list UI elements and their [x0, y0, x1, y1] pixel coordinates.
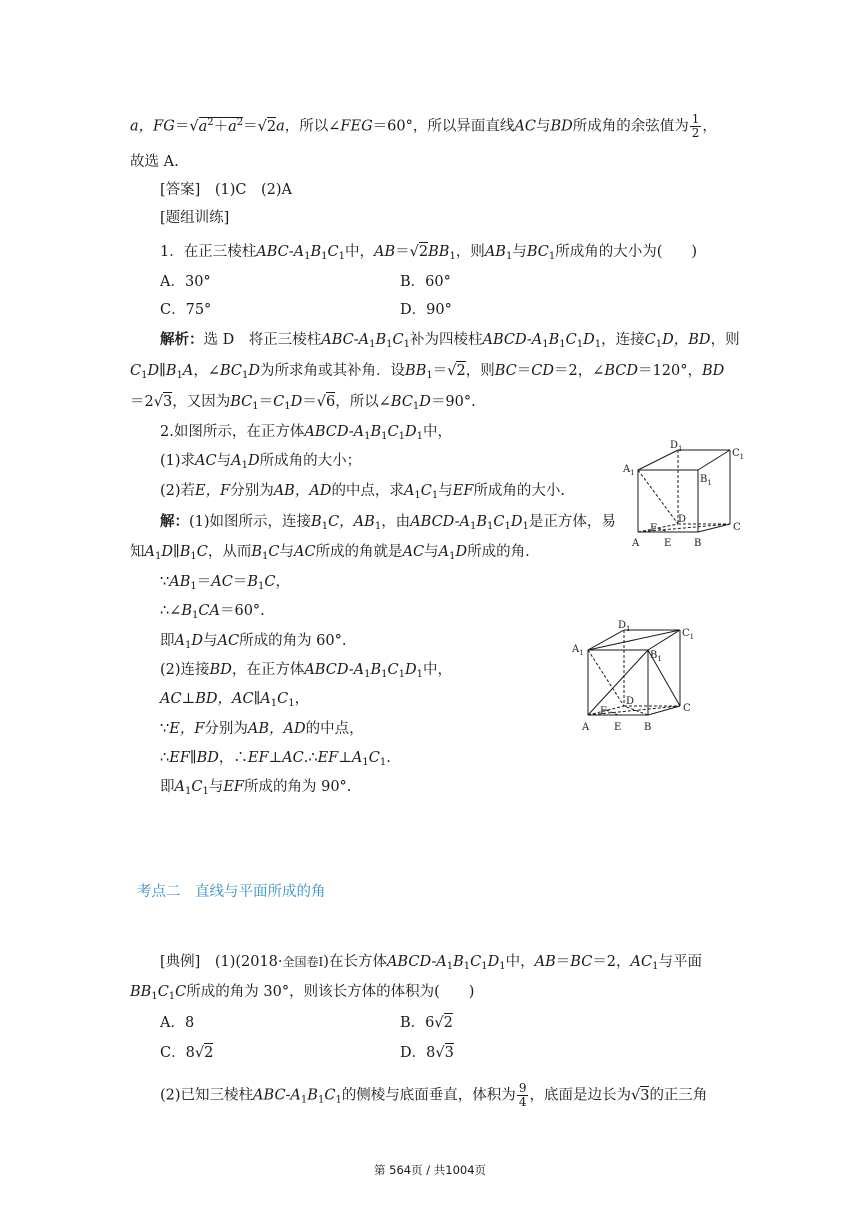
solution-1-line-3: ＝2√3，又因为$BC_1=C_1D=√6$，所以$\angle BC_1D=90^\circ$. [130, 394, 476, 412]
answer-label: [答案] (1)C (2)A [160, 182, 292, 198]
option-a: A．30° [160, 274, 211, 290]
label-d: D [626, 696, 635, 707]
example-line-2: $BB_1C_1C$所成的角为 30°，则该长方体的体积为( ) [130, 984, 475, 1002]
page-footer: 第 564页 / 共1004页 [373, 1163, 487, 1177]
fraction: $\frac{9}{4}$ [518, 1081, 527, 1109]
solution-2-line-7: AC⊥BD，$AC\parallel A_1C_1$， [160, 691, 310, 709]
option-b: B．6√2 [400, 1015, 453, 1031]
question-2-line-3: (2)若E，F分别为AB，AD的中点，求$A_1C_1$与EF所成角的大小. [160, 483, 566, 501]
text-line: a，$FG=√a^2+a^2=√2a$，所以∠FEG＝60°，所以异面直线AC与BD所成角的余弦值为 $\frac{1}{2}$ ， [130, 112, 717, 140]
label-d1: $D_1$ [618, 620, 631, 633]
solution-2-line-3: $\because AB_1=AC=B_1C$， [160, 574, 290, 592]
label-a1: $A_1$ [623, 464, 635, 477]
option-b: B．60° [400, 274, 451, 290]
option-d: D．8√3 [400, 1045, 454, 1061]
solution-2-line-5: 即$A_1D$与AC所成的角为 60°. [160, 633, 347, 651]
label-f: F [650, 523, 657, 534]
cube-figure-1 [622, 438, 750, 556]
label-a1: $A_1$ [572, 644, 584, 657]
label-f: F [600, 706, 607, 717]
question-2-line-2: (1)求AC与$A_1D$所成角的大小； [160, 453, 362, 471]
option-d: D．90° [400, 302, 452, 318]
training-label: [题组训练] [160, 210, 230, 226]
fraction: $\frac{1}{2}$ [691, 112, 700, 140]
label-c1: $C_1$ [682, 628, 695, 641]
solution-2-line-10: 即$A_1C_1$与EF所成的角为 90°. [160, 779, 352, 797]
label-d: D [678, 514, 687, 525]
solution-2-line-1: 解：(1)如图所示，连接$B_1C$，$AB_1$，由ABCD-$A_1B_1C_1D_1$是正方体，易 [160, 513, 616, 532]
option-a: A．8 [160, 1015, 195, 1031]
label-b: B [694, 538, 702, 549]
label-b1: $B_1$ [700, 474, 712, 487]
option-c: C．75° [160, 302, 212, 318]
question-2-line-1: 2.如图所示，在正方体ABCD-$A_1B_1C_1D_1$中， [160, 424, 453, 442]
solution-2-line-4: $\therefore\angle B_1CA=60^\circ$. [160, 603, 265, 621]
label-c: C [683, 703, 691, 714]
example-part-2: (2)已知三棱柱ABC-$A_1B_1C_1$的侧棱与底面垂直，体积为 $\frac{9}{4}$ ，底面是边长为√3的正三角 [160, 1081, 708, 1109]
label-e: E [664, 538, 672, 549]
label-b1: $B_1$ [650, 650, 662, 663]
label-a: A [632, 538, 640, 549]
label-c1: $C_1$ [732, 448, 745, 461]
option-c: C．8√2 [160, 1045, 214, 1061]
solution-2-line-8: ∵E，F分别为AB，AD的中点， [160, 721, 364, 737]
example-line-1: [典例] (1)(2018·全国卷Ⅰ)在长方体ABCD-$A_1B_1C_1D_1$中，AB＝BC＝2，$AC_1$与平面 [160, 954, 702, 972]
solution-1-line-1: 解析：选 D 将正三棱柱ABC-$A_1B_1C_1$补为四棱柱ABCD-$A_1B_1C_1D_1$，连接$C_1D$，BD，则 [160, 331, 740, 350]
label-c: C [733, 522, 741, 533]
label-b: B [644, 722, 652, 733]
label-e: E [614, 722, 622, 733]
cube-figure-2 [568, 618, 698, 738]
text-line: 故选 A. [130, 154, 179, 170]
solution-1-line-2: $C_1D\parallel B_1A$，$\angle BC_1D$为所求角或其补角．设$BB_1=√2$，则BC＝CD＝2，∠BCD＝120°，BD [130, 363, 725, 381]
label-d1: $D_1$ [670, 440, 683, 453]
solution-2-line-9: ∴EF∥BD，$\therefore EF\perp AC.\therefore EF\perp A_1C_1$. [160, 750, 391, 768]
solution-2-line-6: (2)连接BD，在正方体ABCD-$A_1B_1C_1D_1$中， [160, 662, 452, 680]
question-1: 1．在正三棱柱ABC-$A_1B_1C_1$中，$AB=√2BB_1$，则$AB_1$与$BC_1$所成角的大小为( ) [160, 244, 698, 262]
radical: $a^2+a^2$ [198, 116, 244, 135]
label-a: A [582, 722, 590, 733]
solution-2-line-2: 知$A_1D\parallel B_1C$，从而$B_1C$与AC所成的角就是AC与$A_1D$所成的角. [130, 544, 530, 562]
section-heading: 考点二 直线与平面所成的角 [137, 884, 326, 900]
